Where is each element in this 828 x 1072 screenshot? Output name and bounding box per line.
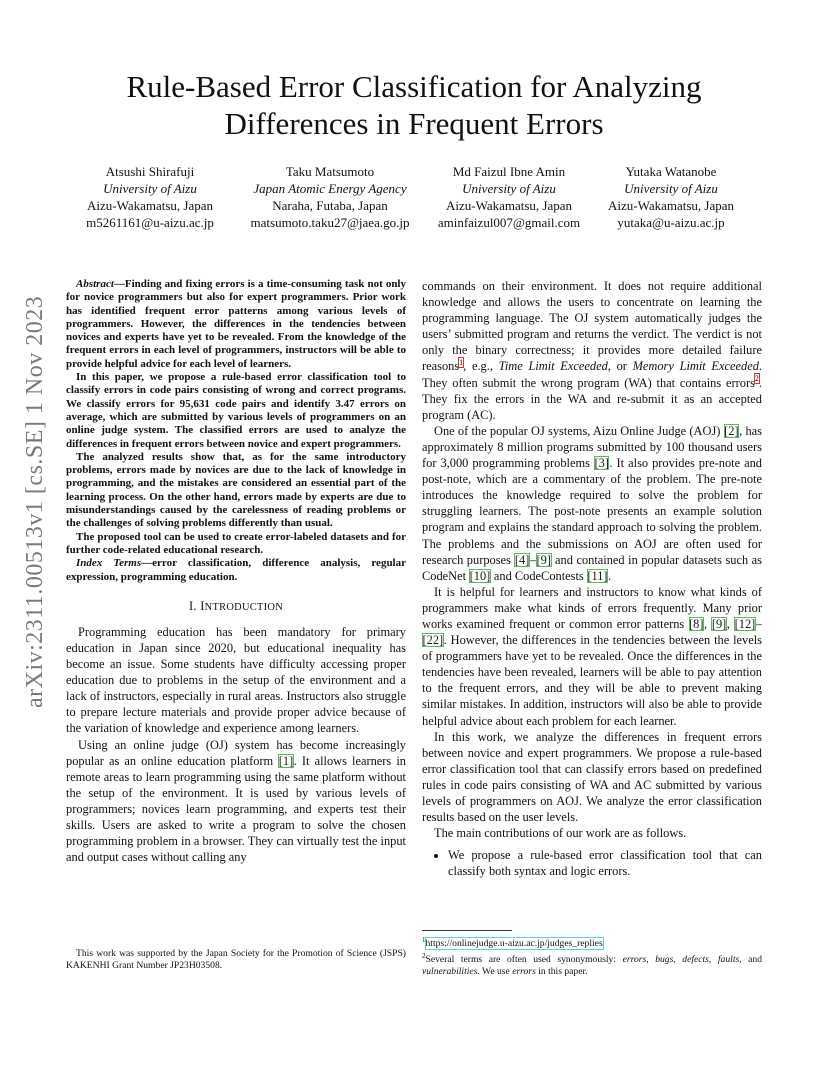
author-block-3 <box>428 163 590 231</box>
body-paragraph: The main contributions of our work are as follows. <box>434 826 687 841</box>
abstract-paragraph: In this paper, we propose a rule-based error classification tool to classify errors in code pairs consisting of wrong and correct programs. We classify errors for 95,631 code pairs and identify 3.47 errors on average, which are submitted by various levels of programmers on an online judge system. The classified errors are used to analyze the differences in frequent errors between novice and expert programmers. <box>66 371 406 450</box>
author-email: yutaka@u-aizu.ac.jp <box>617 215 725 230</box>
author-location: Naraha, Futaba, Japan <box>272 198 388 213</box>
left-column <box>66 278 406 865</box>
body-paragraph: commands on their environment. It does not require additional knowledge and allows the users to concentrate on learning the programming language. The OJ system automatically judges the users’ submitted program and returns the verdict. The verdict is not only the binary correctness; it provides more detailed failure reasons$^1$, e.g., Time Limit Exceeded, or Memory Limit Exceeded. They often submit the wrong program (WA) that contains errors$^2$. They fix the errors in the WA and re-submit it as an accepted program (AC). <box>422 279 763 422</box>
author-name: Atsushi Shirafuji <box>105 164 195 179</box>
citation-link[interactable]: [2] <box>724 423 739 438</box>
abstract-paragraph: The proposed tool can be used to create error-labeled datasets and for further code-related educational research. <box>66 530 406 556</box>
citation-link[interactable]: [4] <box>514 552 530 567</box>
right-column <box>422 278 762 879</box>
citation-link[interactable]: [3] <box>594 456 609 471</box>
citation-link[interactable]: [1] <box>278 753 294 768</box>
author-email: aminfaizul007@gmail.com <box>437 215 581 230</box>
arxiv-identifier: arXiv:2311.00513v1 [cs.SE] 1 Nov 2023 <box>22 295 48 709</box>
body-paragraph: Using an online judge (OJ) system has become increasingly popular as an online education platform [1]. It allows learners in remote areas to learn programming using the same platform without the setup of the environment. It is used by various levels of programmers; novices learn programming, and experts test their skills. Users are asked to write a program to solve the chosen programming problem in a browser. They can virtually test the input and output cases without calling any <box>66 737 406 865</box>
footnotes <box>422 934 762 978</box>
body-paragraph: In this work, we analyze the differences in frequent errors between novice and expert programmers. We propose a rule-based error classification tool that can classify errors based on predefined rules in code pairs consisting of WA and AC submitted by various levels of programmers on AOJ. We analyze the error classification results based on the user levels. <box>422 729 762 825</box>
citation-link[interactable]: [11] <box>587 568 608 583</box>
author-location: Aizu-Wakamatsu, Japan <box>445 198 573 213</box>
index-terms: Index Terms—error classification, difference analysis, regular expression, programming education. <box>66 557 406 583</box>
section-heading-introduction: I. INTRODUCTION <box>188 598 283 613</box>
author-location: Aizu-Wakamatsu, Japan <box>86 198 214 213</box>
index-terms-label: Index Terms <box>76 557 142 570</box>
author-affiliation: Japan Atomic Energy Agency <box>253 181 407 196</box>
author-block-1 <box>80 163 220 231</box>
footnote-2: $^2$Several terms are often used synonymously: errors, bugs, defects, faults, and vulnerabilities. We use errors in this paper. <box>422 952 763 978</box>
citation-link[interactable]: [9] <box>536 552 551 567</box>
body-paragraph: One of the popular OJ systems, Aizu Online Judge (AOJ) [2], has approximately 8 million programs submitted by 100 thousand users for 3,000 programming problems [3]. It also provides pre-note and post-note, which are a commentary of the problem. The pre-note introduces the knowledge required to solve the problem for struggling learners. The post-note presents an example solution program and explains the standard approach to solving the problem. The problems and the submissions on AOJ are often used for research purposes [4]–[9] and contained in popular datasets such as CodeNet [10] and CodeContests [11]. <box>422 423 763 583</box>
citation-link[interactable]: [12] <box>734 616 756 631</box>
author-block-4 <box>598 163 744 231</box>
list-item: • We propose a rule-based error classification tool that can classify both syntax and logic errors. <box>448 847 762 879</box>
citation-link[interactable]: [8] <box>689 616 704 631</box>
citation-link[interactable]: [22] <box>422 633 444 648</box>
author-affiliation: University of Aizu <box>462 181 556 196</box>
footnote-divider <box>422 930 512 931</box>
footnote-link[interactable]: 1 <box>459 358 464 368</box>
author-name: Md Faizul Ibne Amin <box>452 164 566 179</box>
citation-link[interactable]: [9] <box>711 616 727 631</box>
footnote-link[interactable]: 2 <box>754 374 759 384</box>
contributions-list <box>422 847 762 879</box>
author-email: m5261161@u-aizu.ac.jp <box>86 215 214 230</box>
abstract-label: Abstract <box>76 278 114 290</box>
body-paragraph: It is helpful for learners and instructors to know what kinds of programmers make what kinds of errors frequently. Many prior works examined frequent or common error patterns [8], [9], [12]–[22]. However, the differences in the tendencies between the levels of programmers have yet to be revealed. Once the differences in the tendencies have been revealed, learners will be able to pay attention to the frequent errors, and they will be able to prevent making similar mistakes. In addition, instructors will also be able to provide helpful advice about each problem for each learner. <box>422 584 762 728</box>
author-name: Yutaka Watanobe <box>625 164 717 179</box>
footnote-url-link[interactable]: https://onlinejudge.u-aizu.ac.jp/judges_replies <box>425 938 603 950</box>
author-location: Aizu-Wakamatsu, Japan <box>607 198 735 213</box>
author-block-2 <box>238 163 422 231</box>
funding-footnote: This work was supported by the Japan Society for the Promotion of Science (JSPS) KAKENHI Grant Number JP23H03508. <box>66 948 406 971</box>
abstract-paragraph: Abstract—Finding and fixing errors is a time-consuming task not only for novice programmers but also for expert programmers. Prior work has identified frequent error patterns among various levels of programmers. However, the differences in the tendencies between novices and experts have yet to be revealed. From the knowledge of the frequent errors in each level of programmers, instructors will be able to provide helpful advice for each level of learners. <box>66 278 406 370</box>
author-affiliation: University of Aizu <box>103 181 197 196</box>
author-name: Taku Matsumoto <box>285 164 375 179</box>
citation-link[interactable]: [10] <box>469 568 491 583</box>
abstract-paragraph: The analyzed results show that, as for the same introductory problems, errors made by novices are due to the lack of knowledge in programming, and the mistakes are considered an essential part of the learning process. On the other hand, errors made by experts are due to misunderstandings caused by the carelessness of reading problems or the challenges of solving problems differently than usual. <box>66 450 406 530</box>
footnote-1: $^1$https://onlinejudge.u-aizu.ac.jp/judges_replies <box>422 936 603 950</box>
author-email: matsumoto.taku27@jaea.go.jp <box>250 215 410 230</box>
paper-title: Rule-Based Error Classification for Analyzing Differences in Frequent Errors <box>126 69 702 141</box>
body-paragraph: Programming education has been mandatory for primary education in Japan since 2020, but educational inequality has become an issue. Some students have difficulty accessing proper education due to problems in the setup of the environment and a lack of instructors, especially in rural areas. Instructors also struggle to prepare lecture materials and provide proper advice because of the variation of knowledge and experience among learners. <box>66 624 406 736</box>
author-affiliation: University of Aizu <box>624 181 718 196</box>
